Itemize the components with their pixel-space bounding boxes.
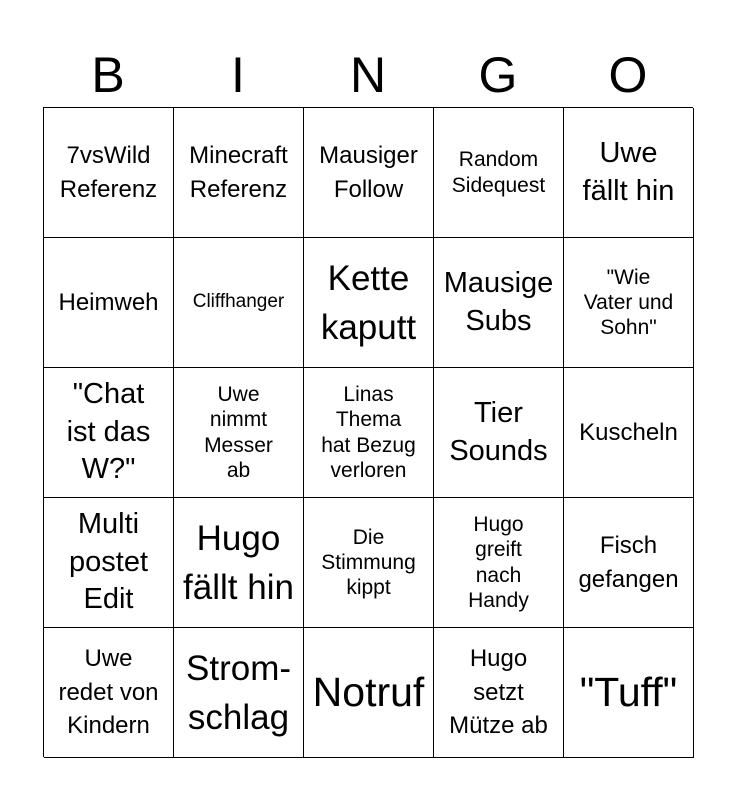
header-letter-i: I [231,47,245,103]
bingo-board [43,107,693,757]
bingo-cell-r5-c1[interactable]: Uwe redet von Kindern [44,628,174,758]
bingo-cell-r5-c5[interactable]: "Tuff" [564,628,694,758]
bingo-cell-r2-c3[interactable]: Kette kaputt [304,238,434,368]
bingo-cell-r2-c4[interactable]: Mausige Subs [434,238,564,368]
bingo-cell-r3-c5[interactable]: Kuscheln [564,368,694,498]
bingo-cell-r4-c1[interactable]: Multi postet Edit [44,498,174,628]
bingo-cell-r3-c2[interactable]: Uwe nimmt Messer ab [174,368,304,498]
bingo-cell-r1-c2[interactable]: Minecraft Referenz [174,108,304,238]
bingo-cell-r5-c4[interactable]: Hugo setzt Mütze ab [434,628,564,758]
bingo-cell-r4-c3[interactable]: Die Stimmung kippt [304,498,434,628]
header-letter-o: O [608,47,648,103]
bingo-cell-r3-c3[interactable]: Linas Thema hat Bezug verloren [304,368,434,498]
header-letter-b: B [91,47,125,103]
bingo-cell-r1-c5[interactable]: Uwe fällt hin [564,108,694,238]
bingo-cell-r4-c2[interactable]: Hugo fällt hin [174,498,304,628]
bingo-cell-r3-c4[interactable]: Tier Sounds [434,368,564,498]
bingo-cell-r1-c4[interactable]: Random Sidequest [434,108,564,238]
bingo-cell-r1-c3[interactable]: Mausiger Follow [304,108,434,238]
bingo-cell-r1-c1[interactable]: 7vsWild Referenz [44,108,174,238]
bingo-header [43,44,693,106]
bingo-cell-r4-c4[interactable]: Hugo greift nach Handy [434,498,564,628]
header-letter-g: G [478,47,518,103]
header-letter-n: N [349,47,387,103]
bingo-cell-r3-c1[interactable]: "Chat ist das W?" [44,368,174,498]
bingo-cell-r5-c2[interactable]: Strom- schlag [174,628,304,758]
bingo-cell-r5-c3[interactable]: Notruf [304,628,434,758]
bingo-cell-r2-c1[interactable]: Heimweh [44,238,174,368]
bingo-cell-r2-c2[interactable]: Cliffhanger [174,238,304,368]
bingo-cell-r4-c5[interactable]: Fisch gefangen [564,498,694,628]
bingo-cell-r2-c5[interactable]: "Wie Vater und Sohn" [564,238,694,368]
